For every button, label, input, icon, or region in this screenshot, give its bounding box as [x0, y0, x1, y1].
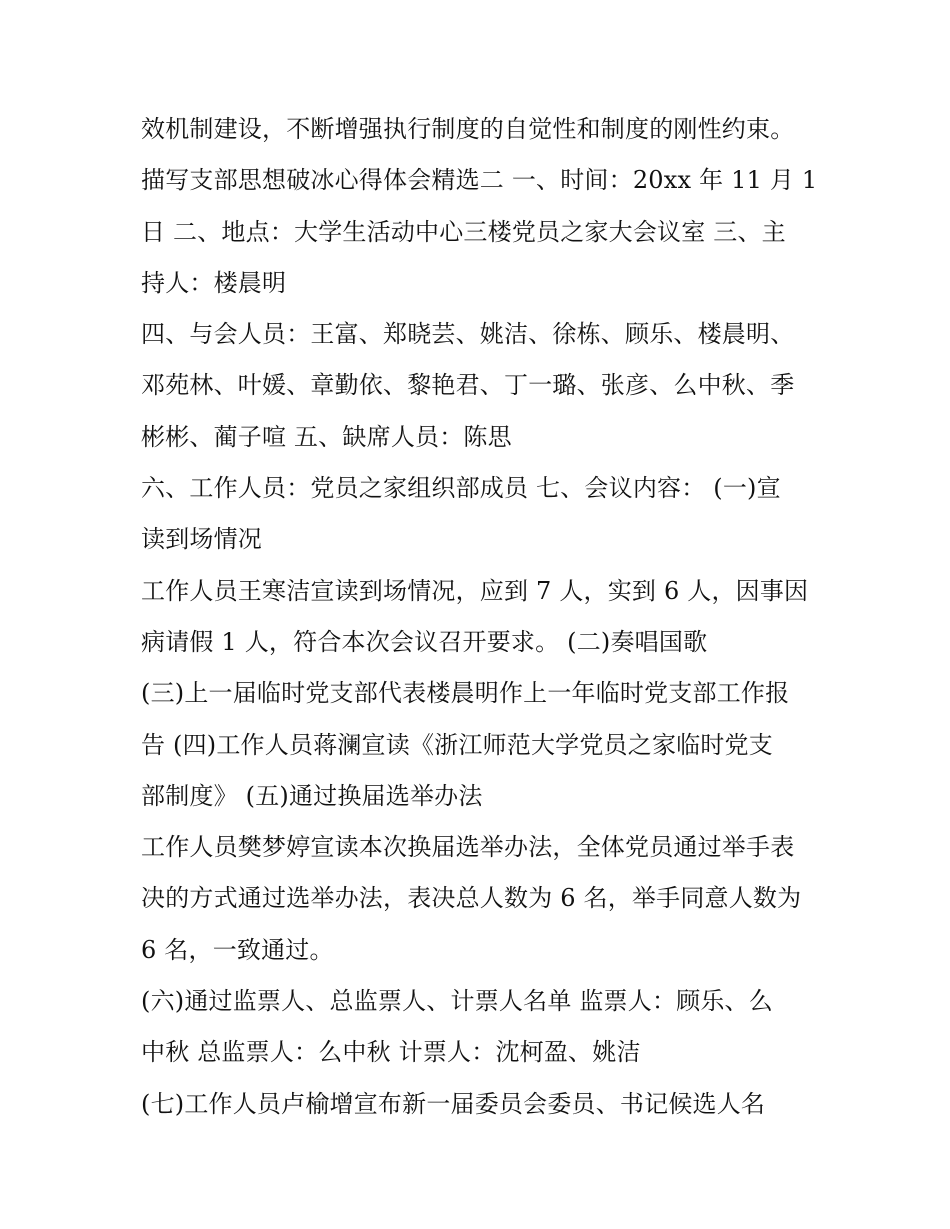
document-body: [141, 104, 821, 1130]
text-line: 日 二、地点：大学生活动中心三楼党员之家大会议室 三、主: [141, 217, 786, 246]
text-line: 病请假 1 人，符合本次会议召开要求。 (二)奏唱国歌: [141, 627, 708, 656]
text-line: 决的方式通过选举办法，表决总人数为 6 名，举手同意人数为: [141, 884, 802, 913]
text-line: 邓苑林、叶媛、章勤依、黎艳君、丁一璐、张彦、么中秋、季: [141, 371, 795, 400]
text-line: 效机制建设，不断增强执行制度的自觉性和制度的刚性约束。: [141, 115, 795, 143]
text-line: 告 (四)工作人员蒋澜宣读《浙江师范大学党员之家临时党支: [141, 730, 773, 759]
text-line: 工作人员樊梦婷宣读本次换届选举办法，全体党员通过举手表: [141, 833, 795, 862]
text-line: 四、与会人员：王富、郑晓芸、姚洁、徐栋、顾乐、楼晨明、: [141, 320, 795, 349]
text-line: 6 名，一致通过。: [141, 935, 334, 964]
text-line: (七)工作人员卢榆增宣布新一届委员会委员、书记候选人名: [141, 1089, 766, 1118]
text-line: 六、工作人员：党员之家组织部成员 七、会议内容： (一)宣: [141, 474, 781, 503]
text-line: 读到场情况: [141, 525, 262, 554]
text-line: (六)通过监票人、总监票人、计票人名单 监票人：顾乐、么: [141, 987, 773, 1016]
text-line: 持人：楼晨明: [141, 268, 287, 297]
text-line: 彬彬、蔺子喧 五、缺席人员：陈思: [141, 422, 512, 451]
text-line: 部制度》 (五)通过换届选举办法: [141, 781, 483, 810]
text-line: 工作人员王寒洁宣读到场情况，应到 7 人，实到 6 人，因事因: [141, 576, 809, 605]
text-line: 中秋 总监票人：么中秋 计票人：沈柯盈、姚洁: [141, 1038, 641, 1067]
text-line: 描写支部思想破冰心得体会精选二 一、时间：20xx 年 11 月 1: [141, 166, 818, 195]
text-line: (三)上一届临时党支部代表楼晨明作上一年临时党支部工作报: [141, 679, 790, 708]
